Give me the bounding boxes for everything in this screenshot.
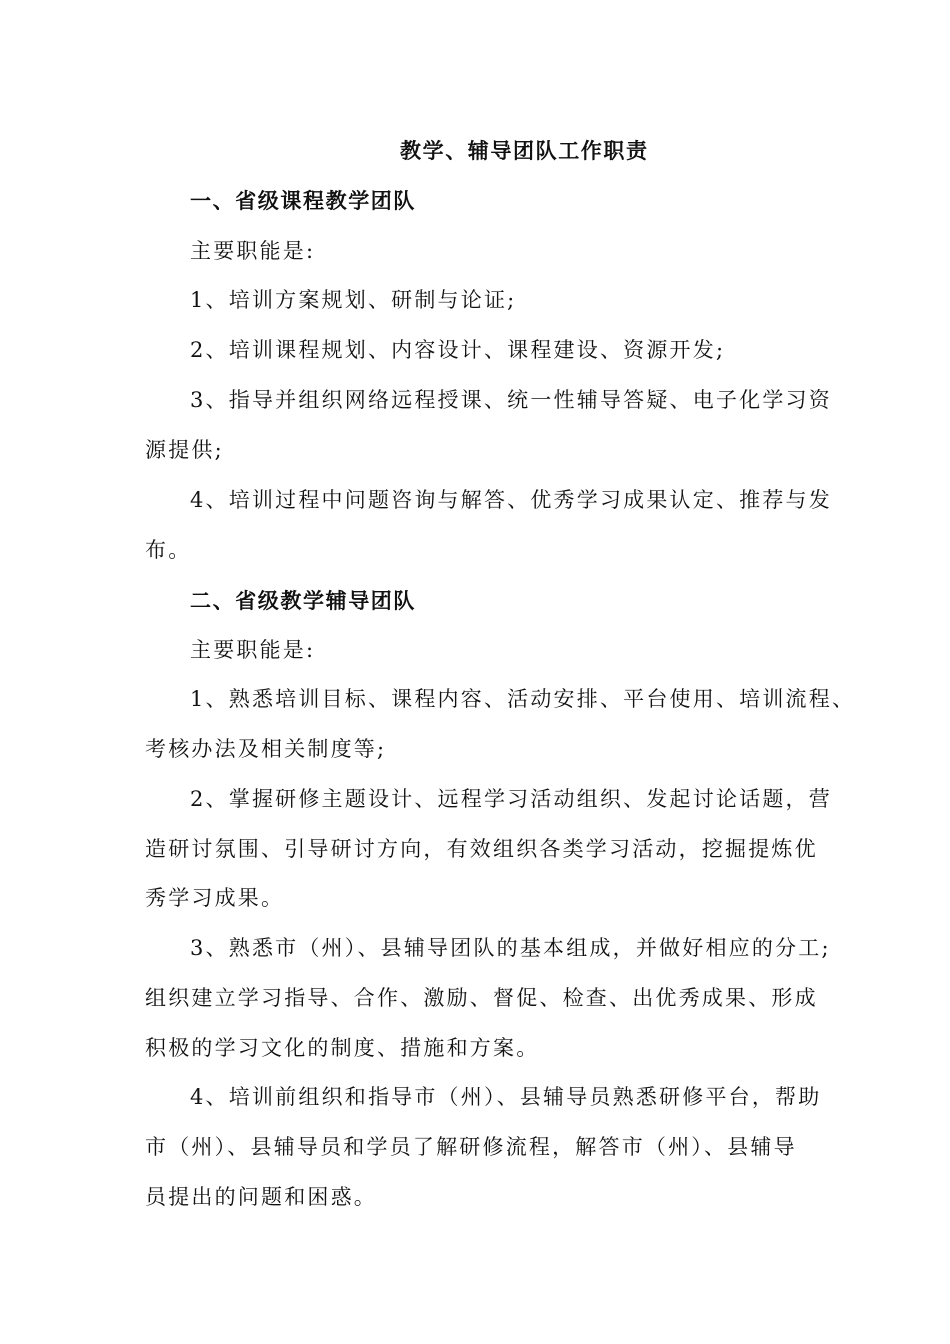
section1-item3-line2: 源提供; [145,438,224,462]
section1-item2: 2、培训课程规划、内容设计、课程建设、资源开发; [190,338,726,362]
section2-item2-line2: 造研讨氛围、引导研讨方向，有效组织各类学习活动，挖掘提炼优 [145,837,818,861]
section2-item2-line1: 2、掌握研修主题设计、远程学习活动组织、发起讨论话题，营 [190,787,832,811]
section2-item3-line2: 组织建立学习指导、合作、激励、督促、检查、出优秀成果、形成 [145,986,818,1010]
section2-heading: 二、省级教学辅导团队 [190,588,416,613]
section2-item4-line1: 4、培训前组织和指导市（州）、县辅导员熟悉研修平台，帮助 [190,1085,822,1109]
section2-intro: 主要职能是: [190,638,316,662]
section2-item2-line3: 秀学习成果。 [145,886,285,910]
section1-item4-line2: 布。 [145,538,192,562]
section1-intro: 主要职能是: [190,239,316,263]
section2-item1-line2: 考核办法及相关制度等; [145,737,387,761]
document-title: 教学、辅导团队工作职责 [400,138,649,163]
section2-item4-line3: 员提出的问题和困惑。 [145,1185,377,1209]
section2-item4-line2: 市（州）、县辅导员和学员了解研修流程，解答市（州）、县辅导 [145,1135,797,1159]
section1-item3-line1: 3、指导并组织网络远程授课、统一性辅导答疑、电子化学习资 [190,388,832,412]
section2-item3-line1: 3、熟悉市（州）、县辅导团队的基本组成，并做好相应的分工; [190,936,831,960]
section1-heading: 一、省级课程教学团队 [190,188,416,213]
section1-item1: 1、培训方案规划、研制与论证; [190,288,517,312]
section2-item3-line3: 积极的学习文化的制度、措施和方案。 [145,1036,540,1060]
section2-item1-line1: 1、熟悉培训目标、课程内容、活动安排、平台使用、培训流程、 [190,687,856,711]
section1-item4-line1: 4、培训过程中问题咨询与解答、优秀学习成果认定、推荐与发 [190,488,832,512]
